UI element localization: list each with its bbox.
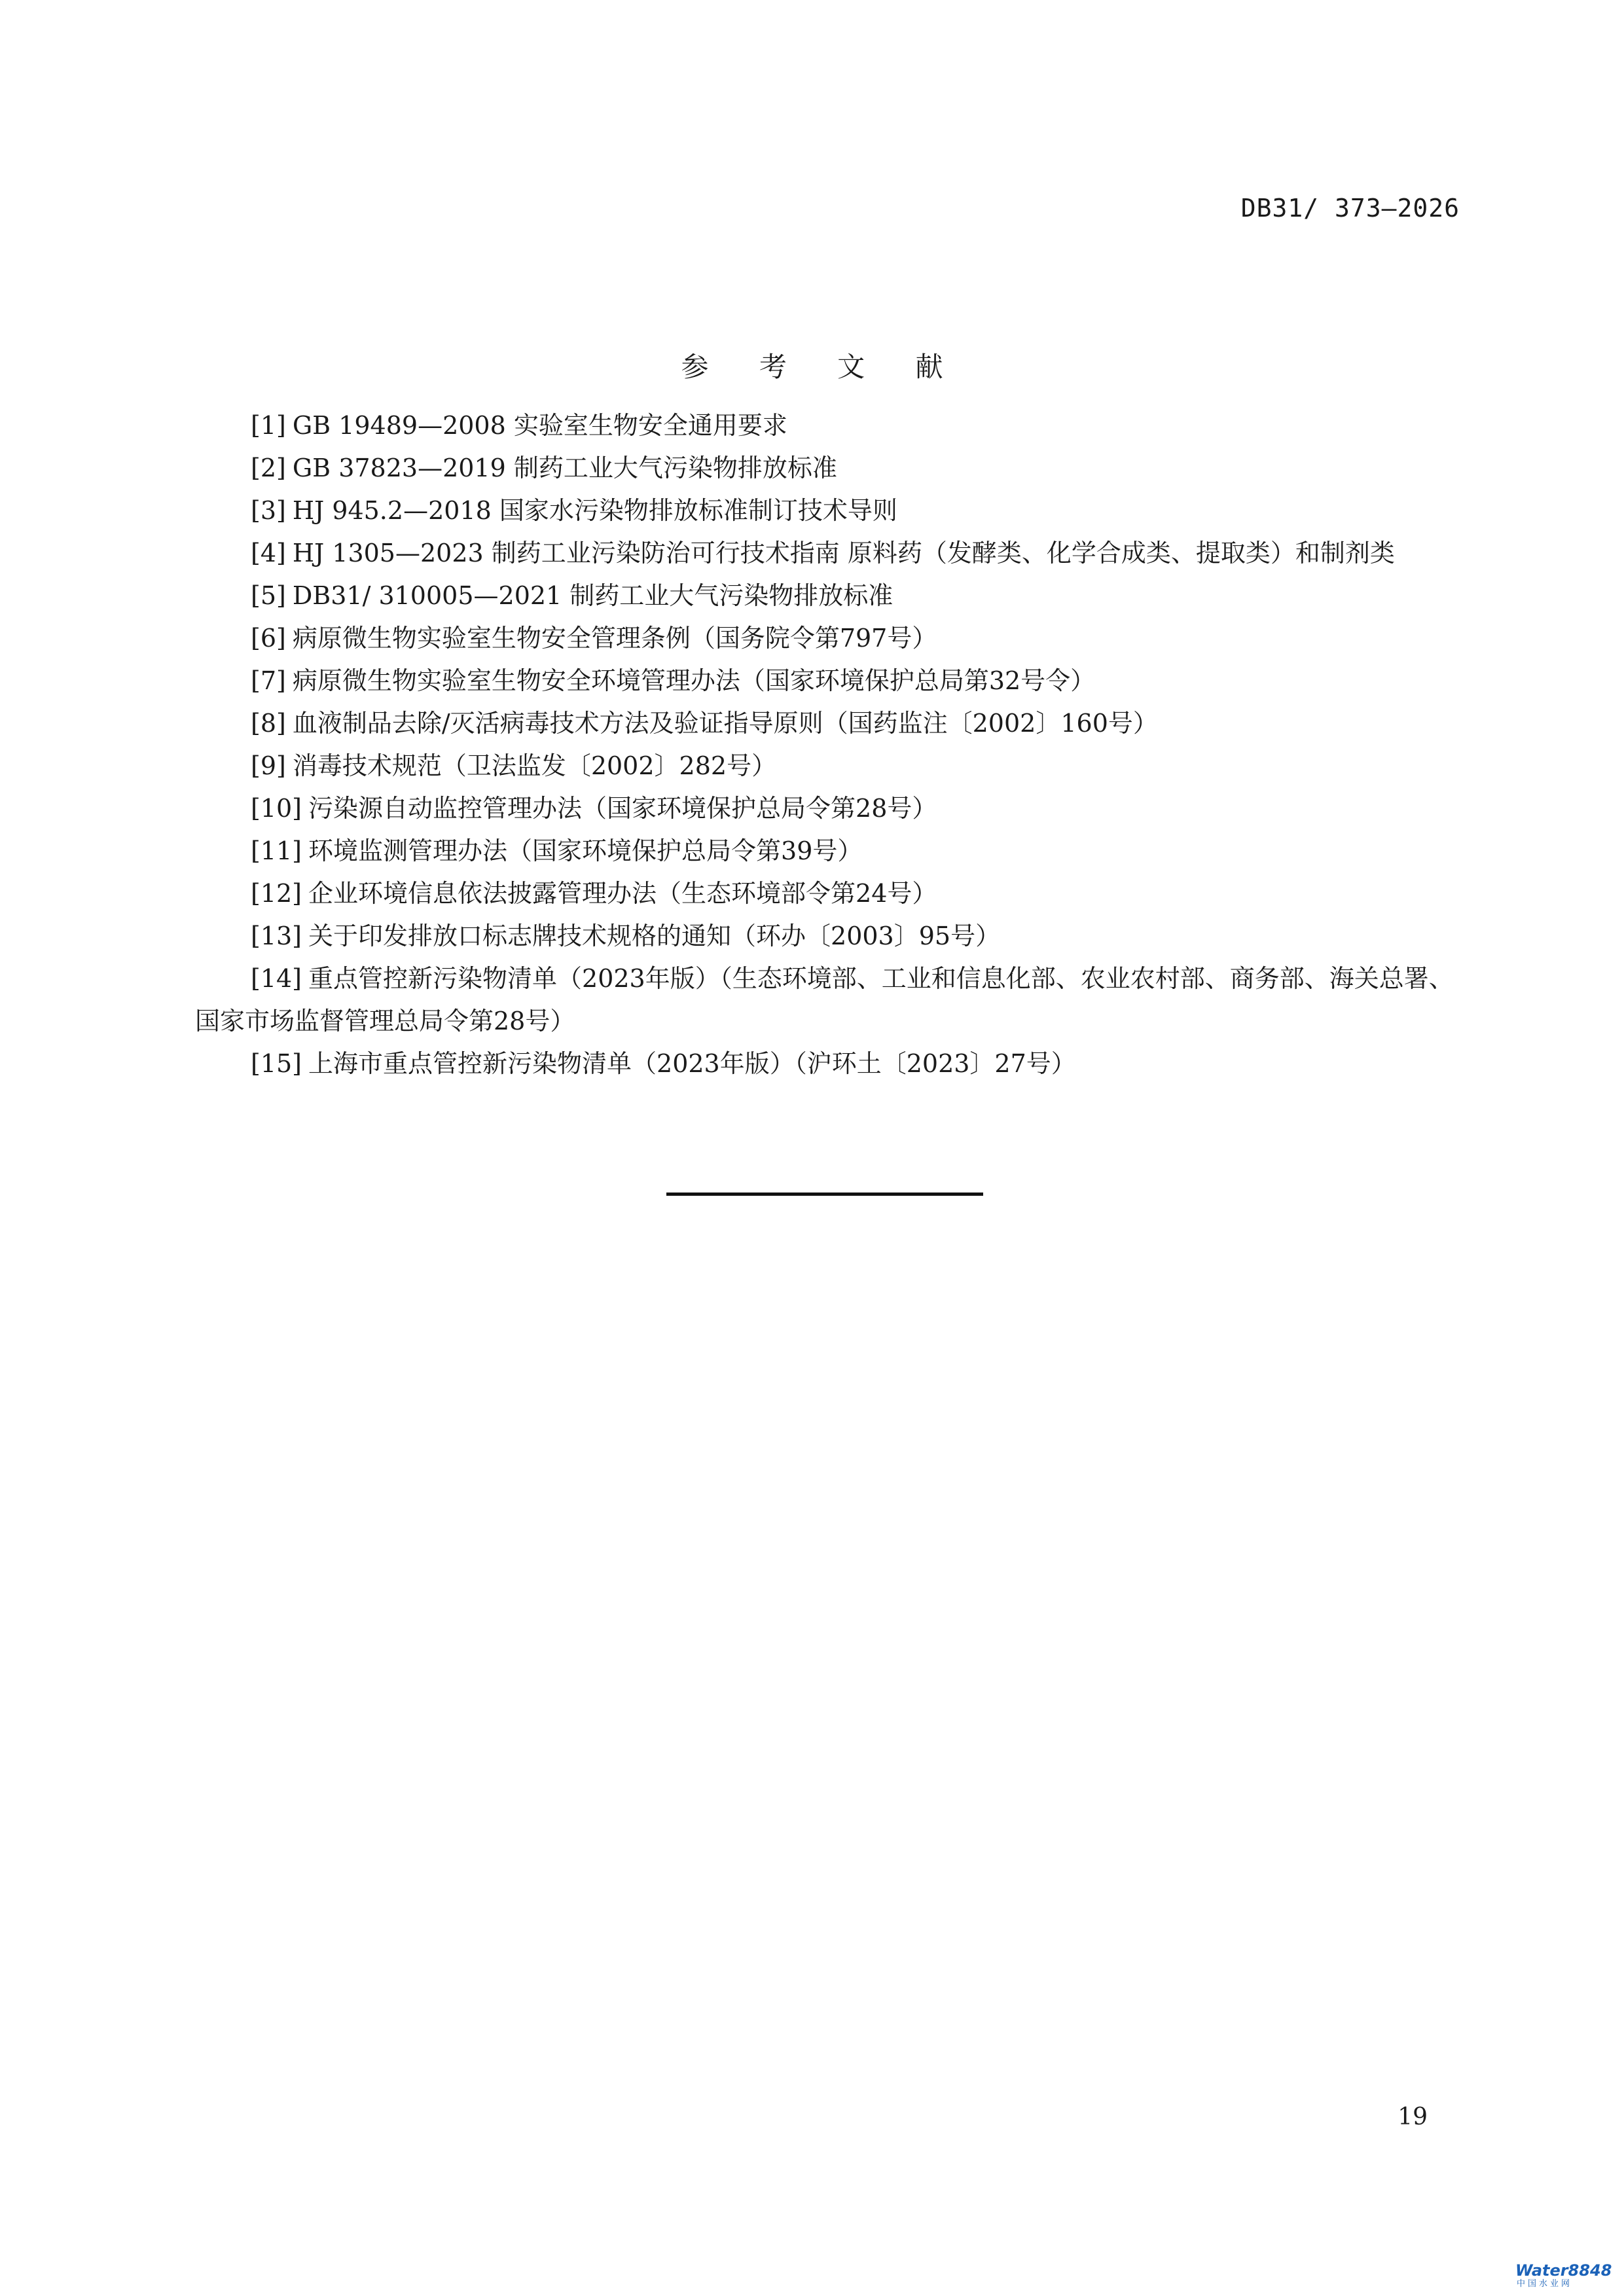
reference-text: HJ 945.2—2018 国家水污染物排放标准制订技术导则 [292, 496, 897, 525]
watermark-logo [1515, 2262, 1614, 2291]
reference-item [195, 915, 1461, 958]
reference-text: GB 37823—2019 制药工业大气污染物排放标准 [292, 454, 837, 482]
reference-item [195, 490, 1461, 532]
reference-item [195, 872, 1461, 915]
reference-number: [8] [251, 709, 286, 738]
reference-number: [13] [251, 922, 302, 950]
reference-number: [9] [251, 751, 286, 780]
end-of-section-rule [666, 1193, 983, 1196]
document-code: DB31/ 373—2026 [1240, 194, 1460, 223]
page-number: 19 [1398, 2104, 1428, 2130]
reference-item [195, 575, 1461, 617]
reference-item [195, 702, 1461, 745]
reference-item [195, 830, 1461, 872]
reference-list [195, 404, 1461, 1085]
reference-number: [2] [251, 454, 286, 482]
reference-text: 污染源自动监控管理办法（国家环境保护总局令第28号） [308, 794, 937, 823]
reference-item [195, 958, 1461, 1043]
reference-text: HJ 1305—2023 制药工业污染防治可行技术指南 原料药（发酵类、化学合成类、提取类）和制剂类 [292, 539, 1395, 567]
reference-number: [6] [251, 624, 286, 653]
reference-number: [4] [251, 539, 286, 567]
reference-text: 关于印发排放口标志牌技术规格的通知（环办〔2003〕95号） [308, 922, 1001, 950]
reference-item [195, 617, 1461, 660]
reference-item [195, 787, 1461, 830]
reference-number: [15] [251, 1049, 302, 1078]
reference-text: DB31/ 310005—2021 制药工业大气污染物排放标准 [292, 581, 893, 610]
reference-text: 环境监测管理办法（国家环境保护总局令第39号） [308, 836, 863, 865]
reference-number: [11] [251, 836, 302, 865]
reference-text: GB 19489—2008 实验室生物安全通用要求 [292, 411, 787, 440]
reference-item [195, 1043, 1461, 1085]
reference-text: 企业环境信息依法披露管理办法（生态环境部令第24号） [308, 879, 937, 908]
reference-number: [14] [251, 964, 302, 993]
reference-text: 上海市重点管控新污染物清单（2023年版）（沪环土〔2023〕27号） [308, 1049, 1076, 1078]
reference-number: [12] [251, 879, 302, 908]
reference-item [195, 660, 1461, 702]
reference-item [195, 745, 1461, 787]
reference-text: 消毒技术规范（卫法监发〔2002〕282号） [292, 751, 777, 780]
reference-item [195, 404, 1461, 447]
reference-text: 重点管控新污染物清单（2023年版）（生态环境部、工业和信息化部、农业农村部、商务部、海关总署、国家市场监督管理总局令第28号） [195, 964, 1454, 1035]
reference-text: 血液制品去除/灭活病毒技术方法及验证指导原则（国药监注〔2002〕160号） [292, 709, 1158, 738]
reference-number: [5] [251, 581, 286, 610]
reference-text: 病原微生物实验室生物安全管理条例（国务院令第797号） [292, 624, 937, 653]
reference-item [195, 532, 1461, 575]
reference-number: [7] [251, 666, 286, 695]
watermark-logo-text: Water8848 [1515, 2261, 1612, 2280]
reference-number: [10] [251, 794, 302, 823]
reference-number: [1] [251, 411, 286, 440]
watermark-sub-text: 中国水业网 [1517, 2279, 1573, 2289]
reference-item [195, 447, 1461, 490]
section-title: 参 考 文 献 [681, 351, 964, 383]
reference-text: 病原微生物实验室生物安全环境管理办法（国家环境保护总局第32号令） [292, 666, 1096, 695]
reference-number: [3] [251, 496, 286, 525]
